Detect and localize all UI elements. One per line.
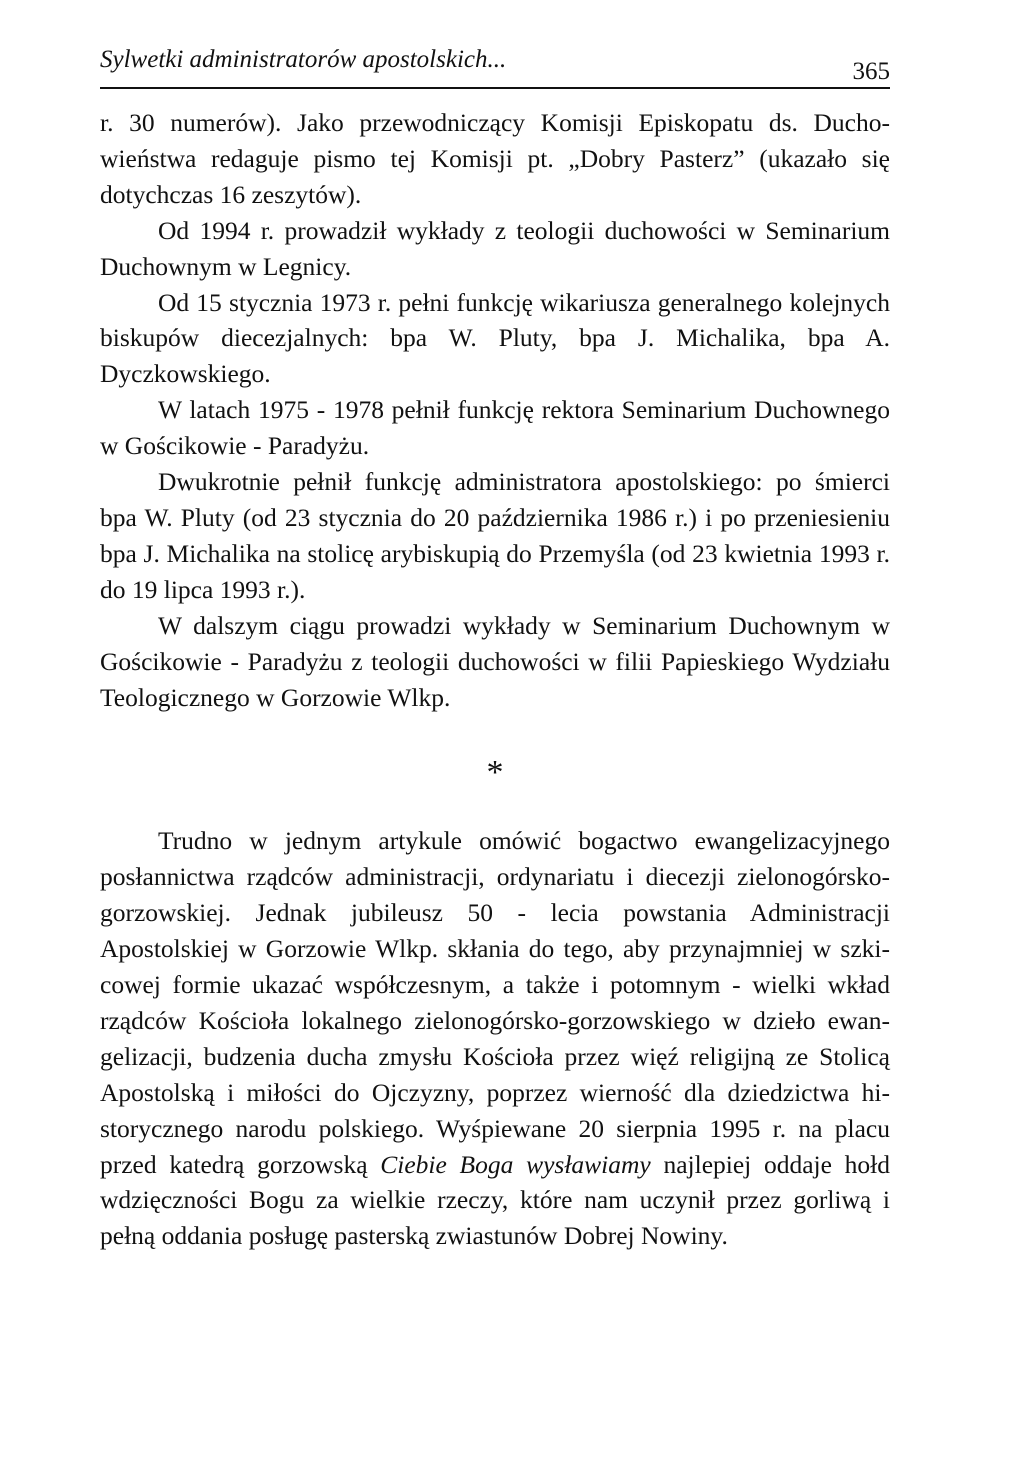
asterisk-separator: * (486, 754, 504, 792)
page-number: 365 (852, 58, 890, 85)
section-separator (100, 715, 890, 823)
paragraph-4: W latach 1975 - 1978 pełnił funkcję rektora Seminarium Duchownego w Gościkowie - Paradyżu. (100, 395, 890, 461)
paragraph-3: Od 15 stycznia 1973 r. pełni funkcję wikariusza generalnego kolejnych biskupów diecezjalnych: bpa W. Pluty, bpa J. Michalika, bpa A. Dyczkowskiego. (100, 287, 890, 389)
paragraph-7-text-before: Trudno w jednym artykule omówić bogactwo ewangelizacyjnego posłannictwa rządców administracji, ordynariatu i diecezji zielonogórsko-gorzowskiej. Jednak jubileusz 50 - lecia powstania Administracji Apostolskiej w Gorzowie Wlkp. skłania do tego, aby przynajmniej w szkicowej formie ukazać współczesnym, a także i potomnym - wielki wkład rządców Kościoła lokalnego zielonogórsko-gorzowskiego w dzieło ewangelizacji, budzenia ducha zmysłu Kościoła przez więź religijną ze Stolicą Apostolską i miłości do Ojczyzny, poprzez wierność dla dziedzictwa historycznego narodu polskiego. Wyśpiewane 20 sierpnia 1995 r. na placu przed katedrą gorzowską (100, 826, 890, 1179)
hymn-title: Ciebie Boga wysławiamy (380, 1149, 651, 1179)
paragraph-5: Dwukrotnie pełnił funkcję administratora apostolskiego: po śmierci bpa W. Pluty (od 23 stycznia do 20 października 1986 r.) i po przeniesieniu bpa J. Michalika na stolicę arybiskupią do Przemyśla (od 23 kwietnia 1993 r. do 19 lipca 1993 r.). (100, 467, 890, 604)
paragraph-2: Od 1994 r. prowadził wykłady z teologii duchowości w Seminarium Duchownym w Legnicy. (100, 215, 890, 281)
running-title: Sylwetki administratorów apostolskich... (100, 46, 507, 73)
header-rule (100, 87, 890, 89)
paragraph-6: W dalszym ciągu prowadzi wykłady w Seminarium Duchownym w Gościkowie - Paradyżu z teologii duchowości w filii Papieskiego Wydziału Teologicznego w Gorzowie Wlkp. (100, 610, 890, 712)
body-text (100, 105, 890, 1254)
paragraph-7-text-after: najlepiej oddaje hołd wdzięczności Bogu za wielkie rzeczy, które nam uczynił przez gorliwą i pełną oddania posługę pasterską zwiastunów Dobrej Nowiny. (100, 1149, 890, 1251)
running-header (100, 45, 890, 91)
paragraph-7 (100, 823, 890, 1254)
paragraph-1: r. 30 numerów). Jako przewodniczący Komisji Episkopatu ds. Duchowieństwa redaguje pismo tej Komisji pt. „Dobry Pasterz” (ukazało się dotychczas 16 zeszytów). (100, 108, 890, 209)
